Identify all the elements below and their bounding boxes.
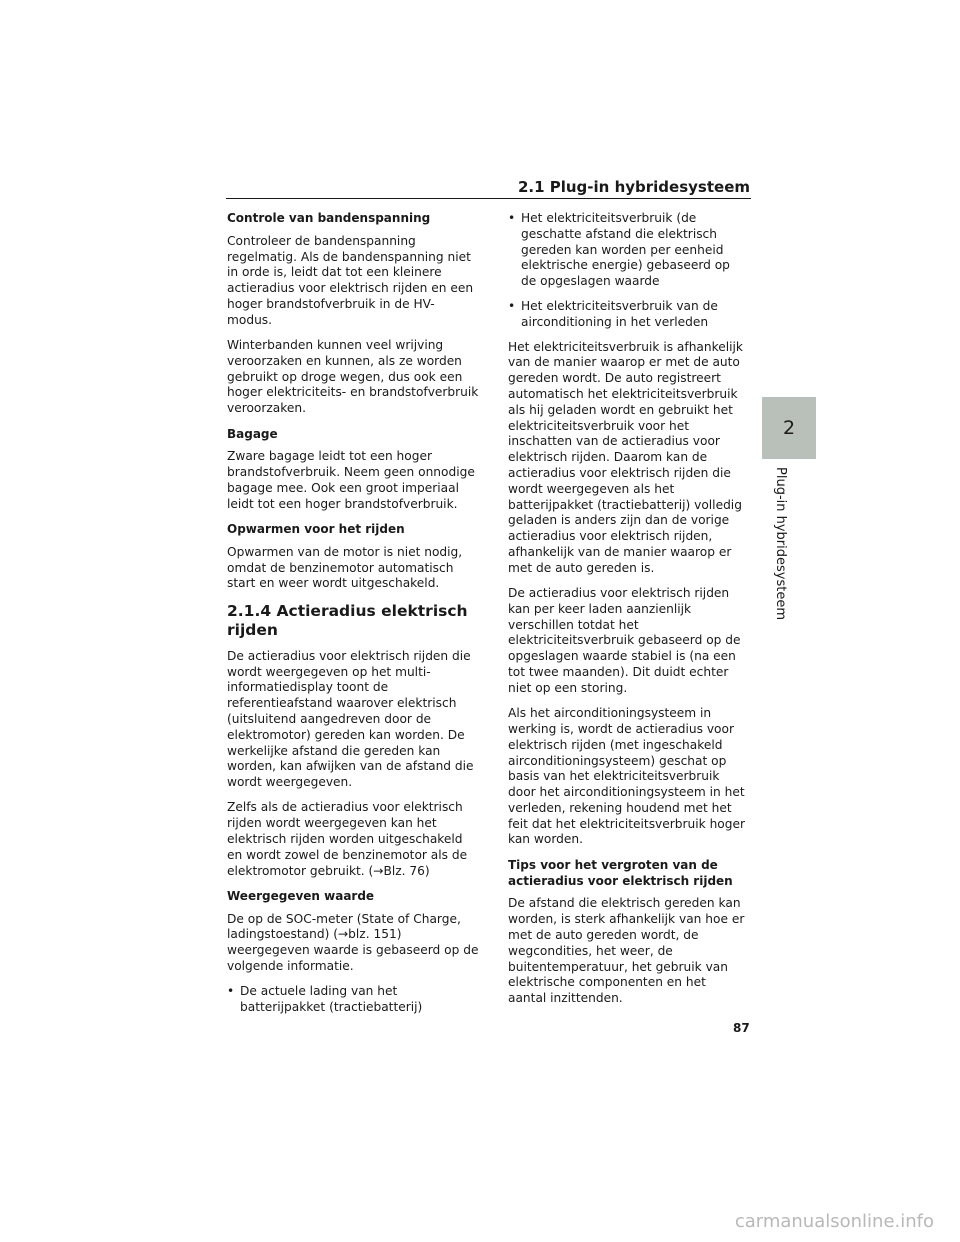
- subheading: Opwarmen voor het rijden: [227, 522, 405, 537]
- paragraph: Zware bagage leidt tot een hoger brandstofverbruik. Neem geen onnodige bagage mee. Ook een groot imperiaal leidt tot een hoger brandstofverbruik.: [227, 449, 475, 511]
- bullet-dot: •: [227, 984, 235, 999]
- paragraph: Zelfs als de actieradius voor elektrisch rijden wordt weergegeven kan het elektrisch rijden worden uitgeschakeld en wordt zowel de benzinemotor als de elektromotor gebruikt. (→Blz. 76): [227, 800, 468, 878]
- bullet-item: [227, 984, 479, 1016]
- subheading: Controle van bandenspanning: [227, 211, 431, 225]
- left-column: [227, 211, 479, 1025]
- chapter-label: Plug-in hybridesysteem: [773, 467, 788, 621]
- page-number: 87: [733, 1021, 750, 1035]
- bullet-text: Het elektriciteitsverbruik van de airconditioning in het verleden: [521, 298, 718, 329]
- bullet-text: Het elektriciteitsverbruik (de geschatte afstand die elektrisch gereden kan worden per eenheid elektrische energie) gebaseerd op de opgeslagen waarde: [521, 211, 730, 289]
- bullet-item: [508, 299, 748, 331]
- header-title: 2.1 Plug-in hybridesysteem: [517, 178, 750, 196]
- paragraph: Het elektriciteitsverbruik is afhankelijk van de manier waarop er met de auto gereden wordt. De auto registreert automatisch het elektriciteitsverbruik als hij geladen wordt en gebruikt het elektriciteitsverbruik voor het inschatten van de actieradius voor elektrisch rijden. Daarom kan de actieradius voor elektrisch rijden die wordt weergegeven als het batterijpakket (tractiebatterij) volledig geladen is anders zijn dan de vorige actieradius voor elektrisch rijden, afhankelijk van de manier waarop er met de auto gereden is.: [508, 339, 743, 575]
- header-rule: [226, 198, 751, 199]
- subheading: Weergegeven waarde: [227, 888, 375, 903]
- watermark: carmanualsonline.info: [734, 1211, 934, 1232]
- paragraph: Winterbanden kunnen veel wrijving veroorzaken en kunnen, als ze worden gebruikt op droge wegen, dus ook een hoger elektriciteits- en brandstofverbruik veroorzaken.: [227, 338, 479, 416]
- section-title: 2.1.4 Actieradius elektrisch rijden: [227, 601, 468, 639]
- paragraph: De op de SOC-meter (State of Charge, ladingstoestand) (→blz. 151) weergegeven waarde is gebaseerd op de volgende informatie.: [227, 911, 479, 974]
- paragraph: Controleer de bandenspanning regelmatig. Als de bandenspanning niet in orde is, leidt dat tot een kleinere actieradius voor elektrisch rijden en een hoger brandstofverbruik in de HV-modus.: [227, 233, 474, 327]
- paragraph: Opwarmen van de motor is niet nodig, omdat de benzinemotor automatisch start en weer wordt uitgeschakeld.: [227, 544, 463, 591]
- bullet-dot: •: [508, 298, 516, 313]
- bullet-item: [508, 211, 748, 290]
- paragraph: De afstand die elektrisch gereden kan worden, is sterk afhankelijk van hoe er met de auto gereden wordt, de wegcondities, het weer, de buitentemperatuur, het gebruik van elektrische componenten en het aantal inzittenden.: [508, 896, 745, 1006]
- chapter-tab: [762, 397, 816, 459]
- bullet-dot: •: [508, 211, 516, 225]
- right-column: [508, 211, 748, 1016]
- subheading: Tips voor het vergroten van de actieradius voor elektrisch rijden: [508, 857, 733, 888]
- paragraph: De actieradius voor elektrisch rijden kan per keer laden aanzienlijk verschillen totdat het elektriciteitsverbruik gebaseerd op de opgeslagen waarde stabiel is (na een tot twee maanden). Dit duidt echter niet op een storing.: [508, 586, 741, 695]
- subheading: Bagage: [227, 426, 278, 441]
- paragraph: Als het airconditioningsysteem in werking is, wordt de actieradius voor elektrisch rijden (met ingeschakeld airconditioningsysteem) geschat op basis van het elektriciteitsverbruik door het airconditioningsysteem in het verleden, rekening houdend met het feit dat het elektriciteitsverbruik hoger kan worden.: [508, 706, 745, 847]
- paragraph: De actieradius voor elektrisch rijden die wordt weergegeven op het multi-informatiedisplay toont de referentieafstand waarover elektrisch (uitsluitend aangedreven door de elektromotor) gereden kan worden. De werkelijke afstand die gereden kan worden, kan afwijken van de afstand die wordt weergegeven.: [227, 648, 474, 790]
- chapter-number: 2: [782, 417, 796, 439]
- bullet-text: De actuele lading van het batterijpakket (tractiebatterij): [240, 984, 423, 1015]
